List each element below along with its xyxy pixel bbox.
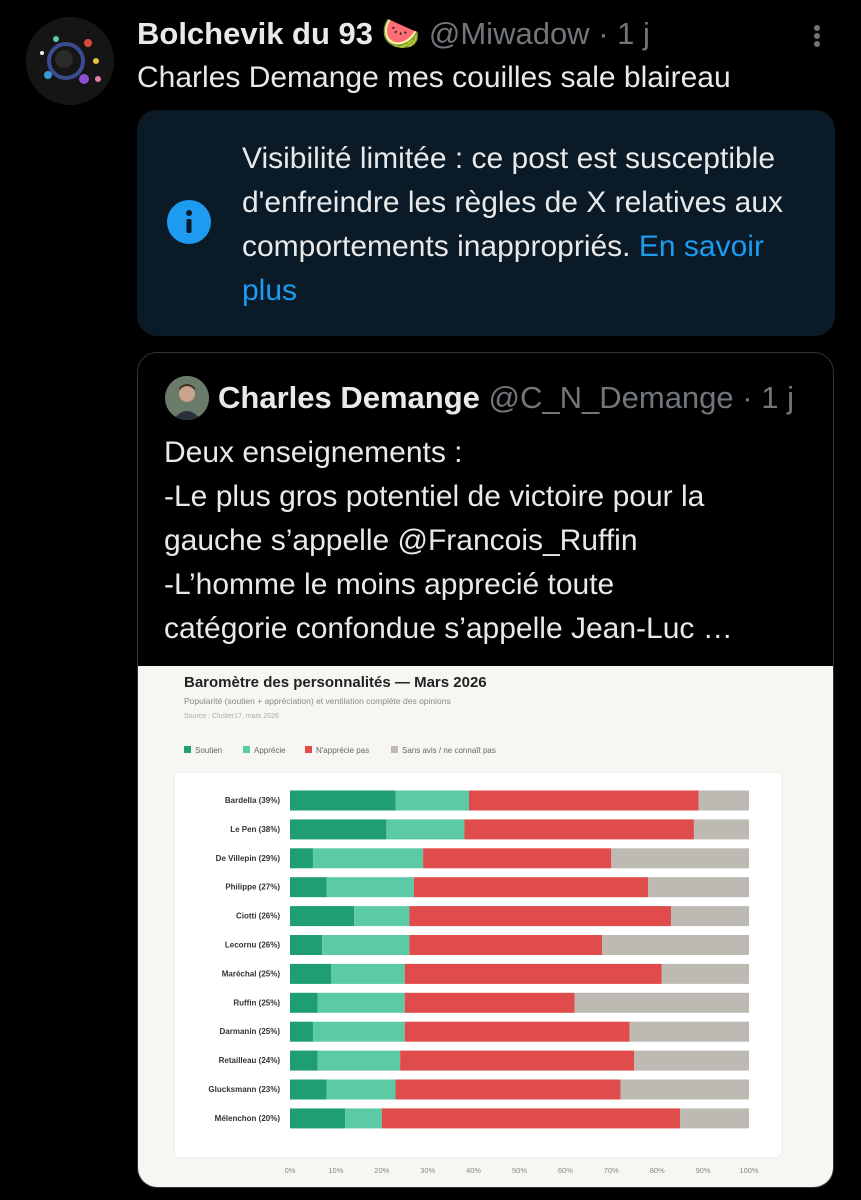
x-tick-label: 100% <box>739 1166 759 1175</box>
legend-swatch <box>243 746 250 753</box>
legend-swatch <box>391 746 398 753</box>
bar-segment <box>290 906 354 926</box>
legend-label: Apprécie <box>254 746 286 755</box>
separator-dot: · <box>742 380 753 415</box>
tweet-text: Charles Demange mes couilles sale blaireau <box>137 61 731 94</box>
bar-segment <box>396 791 469 811</box>
bar-segment <box>327 1080 396 1100</box>
bar-segment <box>290 1022 313 1042</box>
quoted-tweet[interactable] <box>137 352 834 1188</box>
notice-message: Visibilité limitée : ce post est susceptible d'enfreindre les règles de X relatives aux comportements inappropriés. <box>242 142 784 263</box>
bar-segment <box>318 1051 401 1071</box>
legend-label: Soutien <box>195 746 223 755</box>
bar-segment <box>400 1051 634 1071</box>
bar-segment <box>396 1080 621 1100</box>
chart-x-ticks <box>285 1166 759 1175</box>
category-label: Retailleau (24%) <box>218 1056 280 1066</box>
bar-segment <box>423 848 611 868</box>
bar-segment <box>662 964 749 984</box>
quoted-text-line: catégorie confondue s’appelle Jean-Luc … <box>164 612 733 645</box>
bar-segment <box>671 906 749 926</box>
display-name[interactable]: Bolchevik du 93 <box>137 16 374 51</box>
bar-segment <box>290 791 396 811</box>
category-label: Ciotti (26%) <box>236 911 280 921</box>
quoted-post-time[interactable]: 1 j <box>761 380 794 415</box>
separator-dot: · <box>598 16 609 51</box>
legend-swatch <box>184 746 191 753</box>
quoted-tweet-header <box>218 377 794 419</box>
bar-segment <box>290 935 322 955</box>
category-label: Mélenchon (20%) <box>214 1113 280 1123</box>
bar-segment <box>630 1022 749 1042</box>
quoted-text-line: -Le plus gros potentiel de victoire pour la <box>164 480 705 513</box>
category-label: Bardella (39%) <box>224 796 280 805</box>
bar-segment <box>409 935 602 955</box>
quoted-display-name[interactable]: Charles Demange <box>218 380 480 415</box>
bar-segment <box>290 1051 318 1071</box>
legend-label: Sans avis / ne connaît pas <box>402 746 496 755</box>
info-icon <box>167 200 211 244</box>
bar-segment <box>620 1080 749 1100</box>
quoted-user-avatar[interactable] <box>165 376 209 420</box>
chart-subtitle: Popularité (soutien + appréciation) et ventilation complète des opinions <box>184 696 451 706</box>
chart-title: Baromètre des personnalités — Mars 2026 <box>184 674 487 691</box>
bar-segment <box>382 1108 680 1128</box>
bar-segment <box>290 877 327 897</box>
bar-segment <box>290 993 318 1013</box>
watermelon-emoji: 🍉 <box>381 16 421 51</box>
x-tick-label: 70% <box>603 1166 619 1175</box>
bar-segment <box>405 1022 630 1042</box>
bar-segment <box>290 1108 345 1128</box>
category-label: Philippe (27%) <box>225 882 280 892</box>
bar-segment <box>694 819 749 839</box>
limited-visibility-notice <box>137 110 835 336</box>
category-label: Maréchal (25%) <box>221 969 280 979</box>
more-horizontal-icon <box>800 20 836 50</box>
bar-segment <box>469 791 699 811</box>
bar-segment <box>290 1080 327 1100</box>
bar-segment <box>414 877 648 897</box>
bar-segment <box>313 848 423 868</box>
legend-swatch <box>305 746 312 753</box>
quoted-text-line: -L’homme le moins apprecié toute <box>164 568 615 601</box>
legend-label: N'apprécie pas <box>316 746 370 755</box>
x-tick-label: 30% <box>420 1166 436 1175</box>
bar-segment <box>322 935 409 955</box>
x-tick-label: 10% <box>328 1166 344 1175</box>
bar-segment <box>318 993 405 1013</box>
category-label: Glucksmann (23%) <box>208 1085 280 1094</box>
chart-source: Source : Cluster17, mars 2026 <box>184 713 279 720</box>
chart-image[interactable] <box>138 666 834 1188</box>
avatar-abstract-art <box>26 17 114 105</box>
x-tick-label: 90% <box>695 1166 711 1175</box>
x-tick-label: 40% <box>466 1166 482 1175</box>
quoted-user-handle[interactable]: @C_N_Demange <box>488 380 734 415</box>
tweet-header <box>137 14 797 54</box>
bar-segment <box>680 1108 749 1128</box>
user-avatar[interactable] <box>26 17 114 105</box>
bar-segment <box>331 964 404 984</box>
bar-segment <box>290 819 386 839</box>
category-label: De Villepin (29%) <box>215 853 280 863</box>
bar-segment <box>648 877 749 897</box>
bar-segment <box>611 848 749 868</box>
bar-segment <box>290 848 313 868</box>
bar-segment <box>405 993 575 1013</box>
x-tick-label: 20% <box>374 1166 390 1175</box>
bar-segment <box>386 819 464 839</box>
bar-segment <box>327 877 414 897</box>
bar-segment <box>464 819 694 839</box>
bar-segment <box>354 906 409 926</box>
quoted-text-line: gauche s’appelle @Francois_Ruffin <box>164 524 638 557</box>
stacked-bar-chart <box>138 666 834 1188</box>
bar-segment <box>290 964 331 984</box>
learn-more-link[interactable]: En savoir plus <box>242 230 764 307</box>
bar-segment <box>405 964 662 984</box>
bar-segment <box>602 935 749 955</box>
x-tick-label: 80% <box>649 1166 665 1175</box>
bar-segment <box>345 1108 382 1128</box>
bar-segment <box>313 1022 405 1042</box>
notice-text <box>242 137 802 313</box>
bar-segment <box>409 906 671 926</box>
post-time[interactable]: 1 j <box>617 16 650 51</box>
chart-legend <box>184 746 496 755</box>
x-tick-label: 50% <box>511 1166 528 1175</box>
user-handle[interactable]: @Miwadow <box>428 16 590 51</box>
category-label: Darmanin (25%) <box>219 1027 280 1037</box>
category-label: Ruffin (25%) <box>233 998 280 1008</box>
category-label: Lecornu (26%) <box>224 940 280 950</box>
quoted-text-line: Deux enseignements : <box>164 436 463 469</box>
x-tick-label: 60% <box>557 1166 573 1175</box>
bar-segment <box>634 1051 749 1071</box>
bar-segment <box>575 993 749 1013</box>
more-options-button[interactable] <box>800 20 836 50</box>
quoted-tweet-text <box>164 431 814 651</box>
category-label: Le Pen (38%) <box>230 824 280 834</box>
x-tick-label: 0% <box>284 1166 296 1175</box>
bar-segment <box>699 791 749 811</box>
